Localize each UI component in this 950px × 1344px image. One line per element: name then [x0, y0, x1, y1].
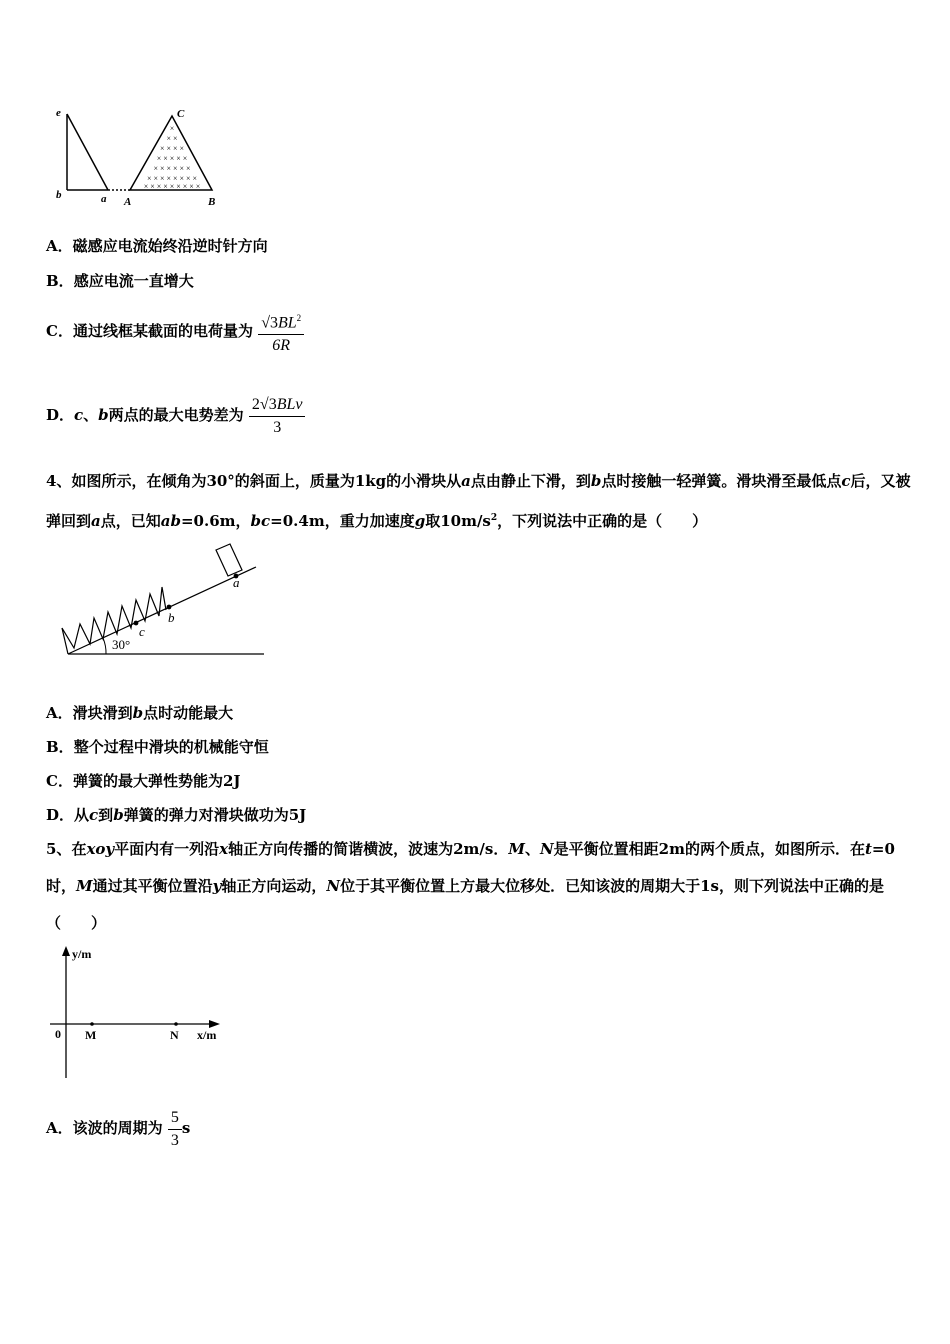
q5-x-axis-label: x/m: [197, 1028, 217, 1042]
q4-label-angle: 30°: [112, 637, 131, 652]
q3-label-b: b: [56, 189, 62, 201]
q5-figure: [46, 942, 231, 1084]
q3-label-A: A: [124, 196, 132, 208]
q5-y-axis-label: y/m: [72, 947, 92, 961]
q3-figure: [50, 100, 230, 212]
q4-stem: 4、如图所示，在倾角为30°的斜面上，质量为1kg的小滑块从a点由静止下滑，到b点时接触一轻弹簧。滑块滑至最低点c后，又被弹回到a点，已知ab=0.6m，bc=0.4m，重力加速度g取$10m/s^2$，下列说法中正确的是（ ）: [46, 472, 911, 530]
q3-voltage-fraction: $\frac{\text{2√3BLv}}{3}$: [249, 394, 306, 439]
svg-text:× ×: × ×: [166, 134, 178, 143]
q5-option-a: A．该波的周期为 $\frac{5}{3}$ s: [46, 1103, 190, 1153]
q5-point-n-label: N: [170, 1028, 179, 1042]
svg-text:×: ×: [169, 124, 175, 133]
q4-label-c: c: [139, 624, 145, 639]
q3-label-a: a: [101, 193, 107, 205]
q3-label-c: C: [177, 108, 185, 120]
q3-label-B: B: [208, 196, 216, 208]
q5-origin-label: 0: [55, 1027, 61, 1041]
q3-charge-fraction: $\frac{√3BL^2}{6R}$: [258, 307, 304, 357]
svg-text:× × × × ×: × × × × ×: [156, 154, 188, 163]
q4-option-a: A．滑块滑到b点时动能最大: [46, 704, 234, 722]
q5-period-fraction: $\frac{5}{3}$: [168, 1107, 182, 1152]
q5-point-m-label: M: [85, 1028, 97, 1042]
svg-text:× × × × × ×: × × × × × ×: [153, 164, 191, 173]
q4-option-c: C．弹簧的最大弹性势能为2J: [46, 772, 241, 790]
q4-figure: [56, 540, 271, 662]
q3-option-b: B．感应电流一直增大: [46, 272, 194, 290]
q3-label-e: e: [56, 107, 61, 119]
q3-option-d: D．c、b两点的最大电势差为 $\frac{\text{2√3BLv}}{3}$: [46, 390, 305, 440]
svg-text:× × × × × × × × ×: × × × × × × × × ×: [143, 182, 201, 191]
q3-option-c: C．通过线框某截面的电荷量为 $\frac{√3BL^2}{6R}$: [46, 306, 304, 357]
svg-text:× × × × × × × ×: × × × × × × × ×: [146, 174, 198, 183]
q5-stem: 5、在xoy平面内有一列沿x轴正方向传播的简谐横波，波速为2m/s．M、N是平衡位置相距2m的两个质点，如图所示．在t=0时，M通过其平衡位置沿y轴正方向运动，N位于其平衡位置上方最大位移处．已知该波的周期大于1s，则下列说法中正确的是（ ）: [46, 840, 895, 932]
q4-label-a: a: [233, 575, 240, 590]
q4-option-b: B．整个过程中滑块的机械能守恒: [46, 738, 269, 756]
q4-option-d: D．从c到b弹簧的弹力对滑块做功为5J: [46, 806, 307, 824]
q3-option-a: A．磁感应电流始终沿逆时针方向: [46, 237, 268, 255]
svg-text:× × × ×: × × × ×: [159, 144, 185, 153]
q4-label-b: b: [168, 610, 175, 625]
